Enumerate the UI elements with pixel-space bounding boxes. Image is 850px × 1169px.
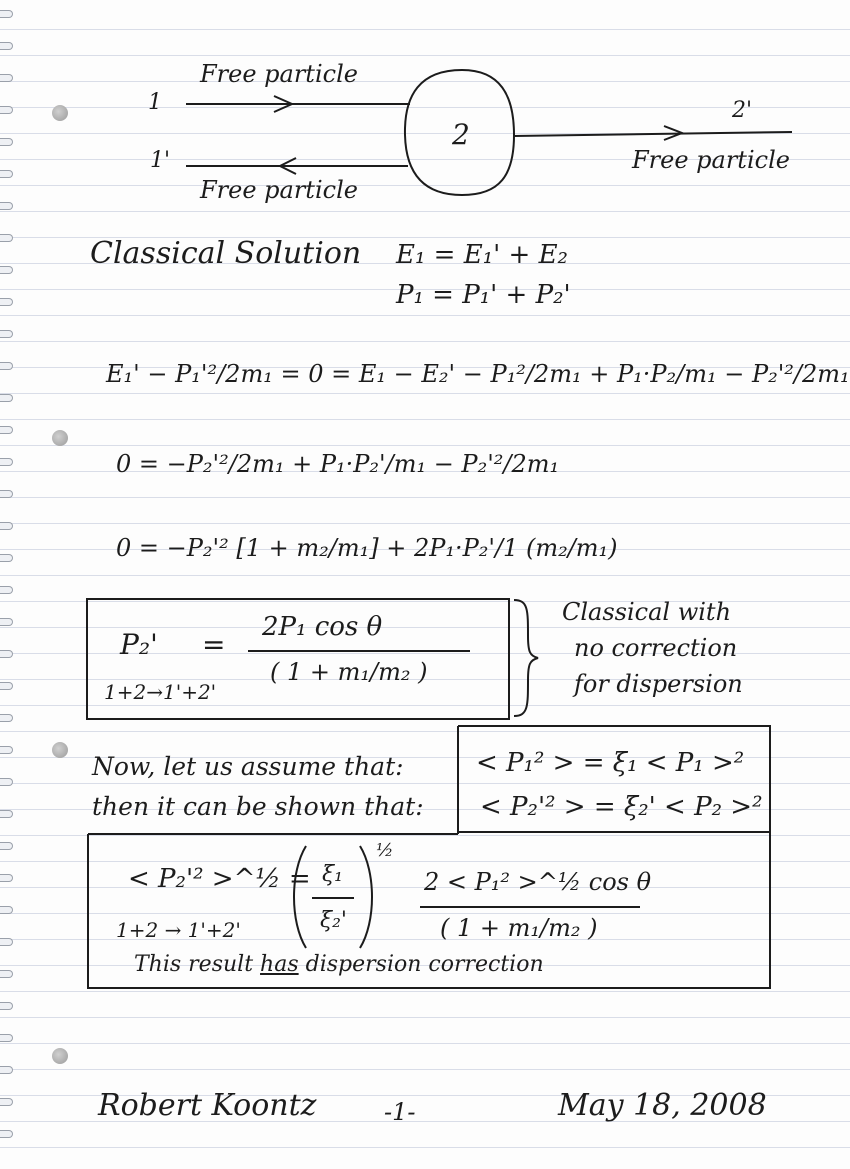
punch-hole-middle <box>52 430 68 446</box>
final-fraction-bar <box>420 906 640 908</box>
spiral-coil <box>0 426 13 434</box>
classical-note-line1: Classical with <box>562 598 732 626</box>
spiral-coil <box>0 490 13 498</box>
spiral-coil <box>0 618 13 626</box>
momentum-conservation-eq: P₁ = P₁' + P₂' <box>396 280 571 310</box>
punch-hole-lower <box>52 742 68 758</box>
spiral-coil <box>0 266 13 274</box>
spiral-coil <box>0 362 13 370</box>
spiral-coil <box>0 874 13 882</box>
spiral-coil <box>0 522 13 530</box>
classical-result-numerator: 2P₁ cos θ <box>262 612 383 642</box>
spiral-coil <box>0 778 13 786</box>
classical-result-lhs: P₂' <box>120 628 158 661</box>
spiral-coil <box>0 906 13 914</box>
spiral-coil <box>0 1098 13 1106</box>
free-particle-label-top: Free particle <box>200 60 358 88</box>
assumption-eq-2: < P₂'² > = ξ₂' < P₂ >² <box>480 792 763 822</box>
energy-conservation-eq: E₁ = E₁' + E₂ <box>396 240 568 270</box>
classical-reaction-label: 1+2→1'+2' <box>104 680 217 704</box>
final-result-numerator: 2 < P₁² >^½ cos θ <box>424 868 652 896</box>
classical-solution-heading: Classical Solution <box>90 236 362 271</box>
assumption-line2: then it can be shown that: <box>92 792 424 821</box>
classical-note-line2: no correction <box>574 634 738 662</box>
right-brace <box>508 596 542 720</box>
spiral-coil <box>0 810 13 818</box>
punch-hole-bottom <box>52 1048 68 1064</box>
spiral-coil <box>0 1130 13 1138</box>
author-signature: Robert Koontz <box>98 1088 317 1123</box>
spiral-coil <box>0 1002 13 1010</box>
label-outgoing-1-prime: 1' <box>150 148 171 173</box>
spiral-coil <box>0 1034 13 1042</box>
target-label: 2 <box>452 118 470 151</box>
spiral-coil <box>0 330 13 338</box>
label-outgoing-2-prime: 2' <box>732 98 753 123</box>
spiral-coil <box>0 1066 13 1074</box>
free-particle-label-right: Free particle <box>632 146 790 174</box>
spiral-coil <box>0 650 13 658</box>
free-particle-label-bottom: Free particle <box>200 176 358 204</box>
spiral-coil <box>0 682 13 690</box>
final-ratio-numerator: ξ₁ <box>322 862 343 887</box>
spiral-coil <box>0 938 13 946</box>
assumption-line1: Now, let us assume that: <box>92 752 404 781</box>
final-note <box>134 952 544 977</box>
derivation-eq-3: 0 = −P₂'² [1 + m₂/m₁] + 2P₁·P₂'/1 (m₂/m₁) <box>116 534 618 562</box>
derivation-eq-1: E₁' − P₁'²/2m₁ = 0 = E₁ − E₂' − P₁²/2m₁ + P₁·P₂/m₁ − P₂'²/2m₁ <box>106 360 850 388</box>
spiral-coil <box>0 554 13 562</box>
spiral-coil <box>0 234 13 242</box>
final-note-prefix: This result <box>134 952 254 977</box>
classical-result-denominator: ( 1 + m₁/m₂ ) <box>270 658 428 686</box>
derivation-eq-2: 0 = −P₂'²/2m₁ + P₁·P₂'/m₁ − P₂'²/2m₁ <box>116 450 560 478</box>
spiral-coil <box>0 458 13 466</box>
spiral-coil <box>0 746 13 754</box>
final-note-emphasis: has <box>260 952 299 977</box>
classical-note-line3: for dispersion <box>574 670 743 698</box>
equals-sign: = <box>202 628 226 661</box>
spiral-coil <box>0 586 13 594</box>
final-result-lhs: < P₂'² >^½ = <box>128 864 311 894</box>
final-note-suffix: dispersion correction <box>305 952 544 977</box>
label-incoming-1: 1 <box>148 90 162 115</box>
classical-fraction-bar <box>248 650 470 652</box>
spiral-coil <box>0 298 13 306</box>
scattering-diagram <box>0 0 850 230</box>
page-number: -1- <box>384 1098 416 1126</box>
spiral-coil <box>0 970 13 978</box>
spiral-coil <box>0 714 13 722</box>
final-result-denominator: ( 1 + m₁/m₂ ) <box>440 914 598 942</box>
spiral-coil <box>0 394 13 402</box>
spiral-coil <box>0 842 13 850</box>
date: May 18, 2008 <box>558 1088 767 1123</box>
assumption-eq-1: < P₁² > = ξ₁ < P₁ >² <box>476 748 745 778</box>
final-reaction-label: 1+2 → 1'+2' <box>116 918 241 942</box>
final-ratio-denominator: ξ₂' <box>320 908 347 933</box>
final-ratio-power: ½ <box>376 840 394 861</box>
